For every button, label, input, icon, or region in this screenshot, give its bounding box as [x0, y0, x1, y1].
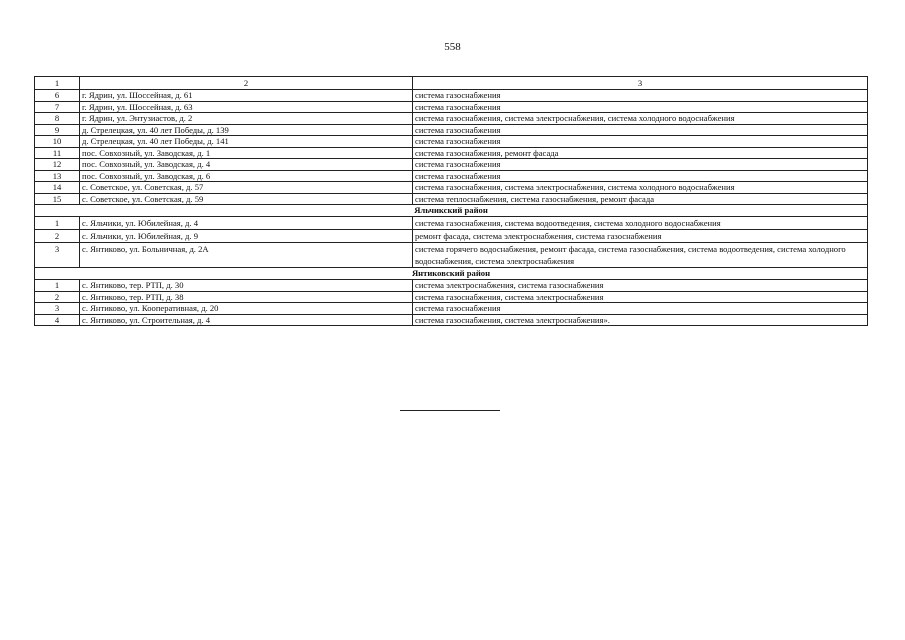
table-body [35, 77, 868, 326]
row-number-cell: 15 [35, 193, 80, 205]
section-row [35, 268, 868, 280]
works-cell: система электроснабжения, система газоснабжения [413, 280, 868, 292]
header-cell-2: 2 [80, 77, 413, 90]
table-row [35, 182, 868, 194]
works-cell: система газоснабжения [413, 124, 868, 136]
works-cell: система газоснабжения, система электроснабжения». [413, 314, 868, 326]
table-row [35, 124, 868, 136]
works-cell: система газоснабжения, система водоотведения, система холодного водоснабжения [413, 217, 868, 230]
row-number-cell: 10 [35, 136, 80, 148]
works-cell: система горячего водоснабжения, ремонт фасада, система газоснабжения, система водоотведения, система холодного водоснабжения, система электроснабжения [413, 243, 868, 268]
closing-rule [400, 410, 500, 411]
row-number-cell: 13 [35, 170, 80, 182]
address-cell: г. Ядрин, ул. Энтузиастов, д. 2 [80, 113, 413, 125]
table-row [35, 314, 868, 326]
address-cell: с. Янтиково, тер. РТП, д. 30 [80, 280, 413, 292]
row-number-cell: 11 [35, 147, 80, 159]
works-cell: система газоснабжения, система электроснабжения [413, 291, 868, 303]
works-cell: система теплоснабжения, система газоснабжения, ремонт фасада [413, 193, 868, 205]
address-cell: с. Янтиково, тер. РТП, д. 38 [80, 291, 413, 303]
table-row [35, 280, 868, 292]
row-number-cell: 9 [35, 124, 80, 136]
row-number-cell: 3 [35, 243, 80, 268]
row-number-cell: 2 [35, 230, 80, 243]
row-number-cell: 4 [35, 314, 80, 326]
works-cell: система газоснабжения, ремонт фасада [413, 147, 868, 159]
table-row [35, 147, 868, 159]
section-row [35, 205, 868, 217]
table-row [35, 170, 868, 182]
address-cell: с. Советское, ул. Советская, д. 59 [80, 193, 413, 205]
table-row [35, 217, 868, 230]
table-row [35, 303, 868, 315]
page-number: 558 [444, 41, 461, 53]
address-cell: с. Янтиково, ул. Строительная, д. 4 [80, 314, 413, 326]
works-cell: система газоснабжения [413, 136, 868, 148]
table-row [35, 101, 868, 113]
table-row [35, 230, 868, 243]
works-cell: система газоснабжения [413, 170, 868, 182]
works-cell: система газоснабжения, система электроснабжения, система холодного водоснабжения [413, 182, 868, 194]
table-row [35, 136, 868, 148]
table-row [35, 291, 868, 303]
address-cell: с. Янтиково, ул. Больничная, д. 2А [80, 243, 413, 268]
works-cell: система газоснабжения, система электроснабжения, система холодного водоснабжения [413, 113, 868, 125]
row-number-cell: 3 [35, 303, 80, 315]
table-row [35, 113, 868, 125]
address-cell: пос. Совхозный, ул. Заводская, д. 4 [80, 159, 413, 171]
address-cell: с. Советское, ул. Советская, д. 57 [80, 182, 413, 194]
address-cell: с. Янтиково, ул. Кооперативная, д. 20 [80, 303, 413, 315]
document-table [34, 76, 868, 326]
row-number-cell: 8 [35, 113, 80, 125]
section-title: Яльчикский район [35, 205, 868, 217]
row-number-cell: 1 [35, 280, 80, 292]
address-cell: г. Ядрин, ул. Шоссейная, д. 61 [80, 90, 413, 102]
works-cell: ремонт фасада, система электроснабжения, система газоснабжения [413, 230, 868, 243]
address-cell: д. Стрелецкая, ул. 40 лет Победы, д. 141 [80, 136, 413, 148]
table-row [35, 193, 868, 205]
address-cell: г. Ядрин, ул. Шоссейная, д. 63 [80, 101, 413, 113]
row-number-cell: 14 [35, 182, 80, 194]
row-number-cell: 2 [35, 291, 80, 303]
works-cell: система газоснабжения [413, 303, 868, 315]
works-cell: система газоснабжения [413, 101, 868, 113]
address-cell: с. Яльчики, ул. Юбилейная, д. 9 [80, 230, 413, 243]
row-number-cell: 1 [35, 217, 80, 230]
table-row [35, 159, 868, 171]
table-row [35, 243, 868, 268]
works-cell: система газоснабжения [413, 159, 868, 171]
address-cell: пос. Совхозный, ул. Заводская, д. 1 [80, 147, 413, 159]
table-row [35, 90, 868, 102]
table-header-row [35, 77, 868, 90]
header-cell-3: 3 [413, 77, 868, 90]
address-cell: с. Яльчики, ул. Юбилейная, д. 4 [80, 217, 413, 230]
row-number-cell: 12 [35, 159, 80, 171]
header-cell-1: 1 [35, 77, 80, 90]
section-title: Янтиковский район [35, 268, 868, 280]
address-cell: пос. Совхозный, ул. Заводская, д. 6 [80, 170, 413, 182]
works-cell: система газоснабжения [413, 90, 868, 102]
row-number-cell: 6 [35, 90, 80, 102]
address-cell: д. Стрелецкая, ул. 40 лет Победы, д. 139 [80, 124, 413, 136]
row-number-cell: 7 [35, 101, 80, 113]
